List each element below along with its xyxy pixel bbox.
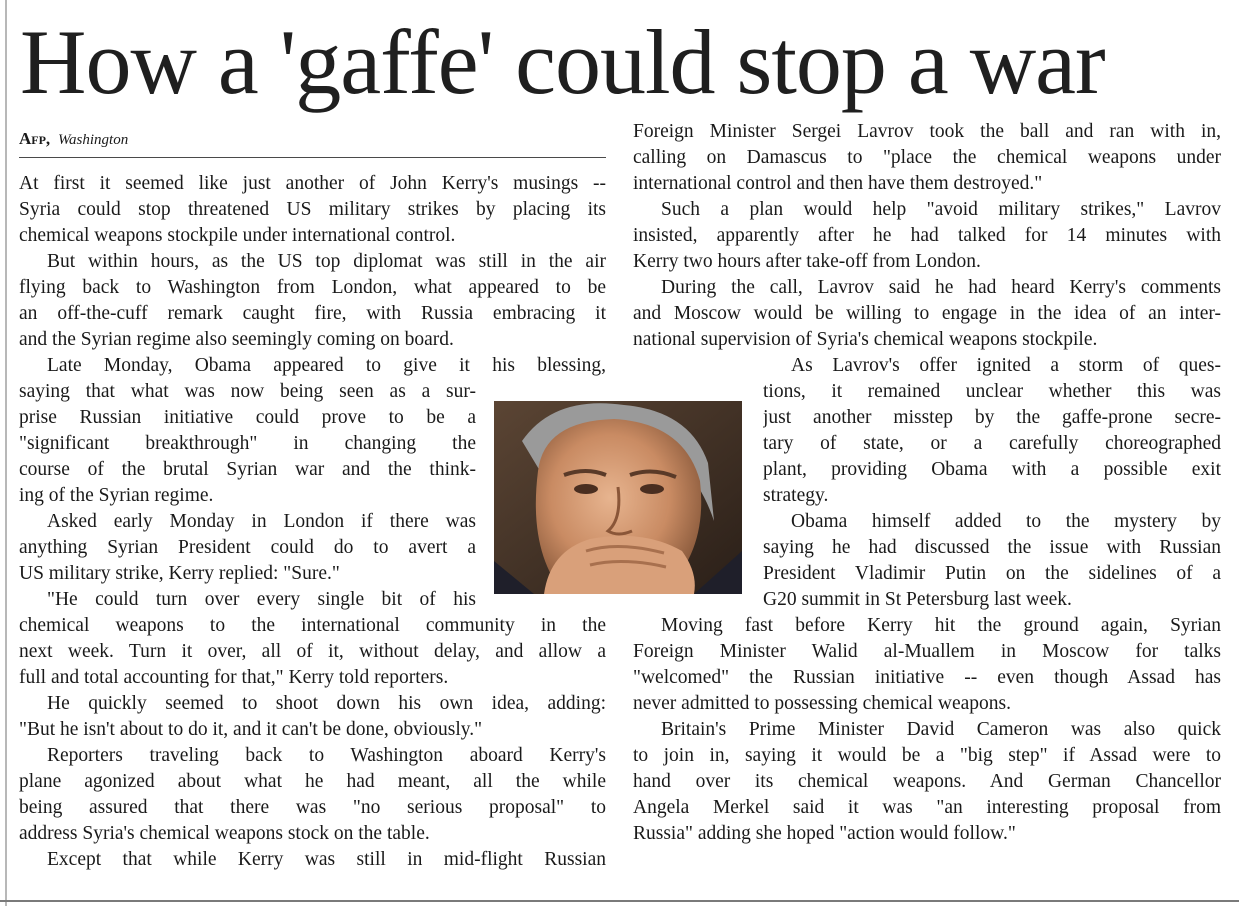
body-line: course of the brutal Syrian war and the think- xyxy=(19,459,476,480)
body-line: being assured that there was "no serious proposal" to xyxy=(19,797,606,818)
body-line: Reporters traveling back to Washington aboard Kerry's xyxy=(47,745,606,766)
body-line: "He could turn over every single bit of his xyxy=(47,589,476,610)
body-line: Foreign Minister Walid al-Muallem in Moscow for talks xyxy=(633,641,1221,662)
body-line: tions, it remained unclear whether this was xyxy=(763,381,1221,402)
body-line: calling on Damascus to "place the chemical weapons under xyxy=(633,147,1221,168)
body-line: tary of state, or a carefully choreographed xyxy=(763,433,1221,454)
body-line: But within hours, as the US top diplomat was still in the air xyxy=(47,251,606,272)
body-line: and Moscow would be willing to engage in the idea of an inter- xyxy=(633,303,1221,324)
body-line: hand over its chemical weapons. And German Chancellor xyxy=(633,771,1221,792)
body-line: "significant breakthrough" in changing the xyxy=(19,433,476,454)
body-line: Russia" adding she hoped "action would follow." xyxy=(633,823,1016,844)
body-line: As Lavrov's offer ignited a storm of ques- xyxy=(791,355,1221,376)
body-line: plane agonized about what he had meant, all the while xyxy=(19,771,606,792)
body-line: ing of the Syrian regime. xyxy=(19,485,214,506)
body-line: just another misstep by the gaffe-prone secre- xyxy=(763,407,1221,428)
body-line: to join in, saying it would be a "big step" if Assad were to xyxy=(633,745,1221,766)
body-line: Syria could stop threatened US military strikes by placing its xyxy=(19,199,606,220)
body-line: prise Russian initiative could prove to be a xyxy=(19,407,476,428)
body-line: US military strike, Kerry replied: "Sure." xyxy=(19,563,340,584)
body-line: Except that while Kerry was still in mid-flight Russian xyxy=(47,849,606,870)
body-line: address Syria's chemical weapons stock on the table. xyxy=(19,823,430,844)
body-line: Kerry two hours after take-off from London. xyxy=(633,251,981,272)
body-line: next week. Turn it over, all of it, without delay, and allow a xyxy=(19,641,606,662)
body-line: national supervision of Syria's chemical weapons stockpile. xyxy=(633,329,1098,350)
body-line: Asked early Monday in London if there was xyxy=(47,511,476,532)
body-line: During the call, Lavrov said he had heard Kerry's comments xyxy=(661,277,1221,298)
body-line: saying he had discussed the issue with Russian xyxy=(763,537,1221,558)
body-line: strategy. xyxy=(763,485,829,506)
body-line: Late Monday, Obama appeared to give it his blessing, xyxy=(47,355,606,376)
body-line: international control and then have them destroyed." xyxy=(633,173,1043,194)
byline-dateline: Washington xyxy=(57,132,129,148)
body-line: plant, providing Obama with a possible exit xyxy=(763,459,1221,480)
body-line: flying back to Washington from London, what appeared to be xyxy=(19,277,606,298)
body-line: chemical weapons stockpile under international control. xyxy=(19,225,456,246)
headline: How a 'gaffe' could stop a war xyxy=(20,11,1105,113)
body-line: Angela Merkel said it was "an interesting proposal from xyxy=(633,797,1221,818)
byline-rule xyxy=(19,157,606,158)
byline-agency: Afp, xyxy=(19,129,51,148)
body-line: Foreign Minister Sergei Lavrov took the ball and ran with in, xyxy=(633,121,1221,142)
body-line: "welcomed" the Russian initiative -- even though Assad has xyxy=(633,667,1221,688)
page-frame-bottom xyxy=(0,900,1239,902)
body-line: Obama himself added to the mystery by xyxy=(791,511,1221,532)
body-line: G20 summit in St Petersburg last week. xyxy=(763,589,1072,610)
page-frame-left xyxy=(5,0,7,906)
body-line: saying that what was now being seen as a sur- xyxy=(19,381,476,402)
body-line: Moving fast before Kerry hit the ground again, Syrian xyxy=(661,615,1221,636)
body-line: insisted, apparently after he had talked for 14 minutes with xyxy=(633,225,1221,246)
kerry-photo xyxy=(494,401,742,594)
body-line: President Vladimir Putin on the sidelines of a xyxy=(763,563,1221,584)
body-line: anything Syrian President could do to avert a xyxy=(19,537,476,558)
body-line: full and total accounting for that," Kerry told reporters. xyxy=(19,667,449,688)
body-line: an off-the-cuff remark caught fire, with Russia embracing it xyxy=(19,303,606,324)
body-line: At first it seemed like just another of John Kerry's musings -- xyxy=(19,173,606,194)
body-line: chemical weapons to the international community in the xyxy=(19,615,606,636)
body-line: Such a plan would help "avoid military strikes," Lavrov xyxy=(661,199,1221,220)
body-line: Britain's Prime Minister David Cameron was also quick xyxy=(661,719,1221,740)
byline xyxy=(19,129,128,150)
body-line: and the Syrian regime also seemingly coming on board. xyxy=(19,329,454,350)
body-line: never admitted to possessing chemical weapons. xyxy=(633,693,1011,714)
body-line: "But he isn't about to do it, and it can't be done, obviously." xyxy=(19,719,483,740)
body-line: He quickly seemed to shoot down his own idea, adding: xyxy=(47,693,606,714)
